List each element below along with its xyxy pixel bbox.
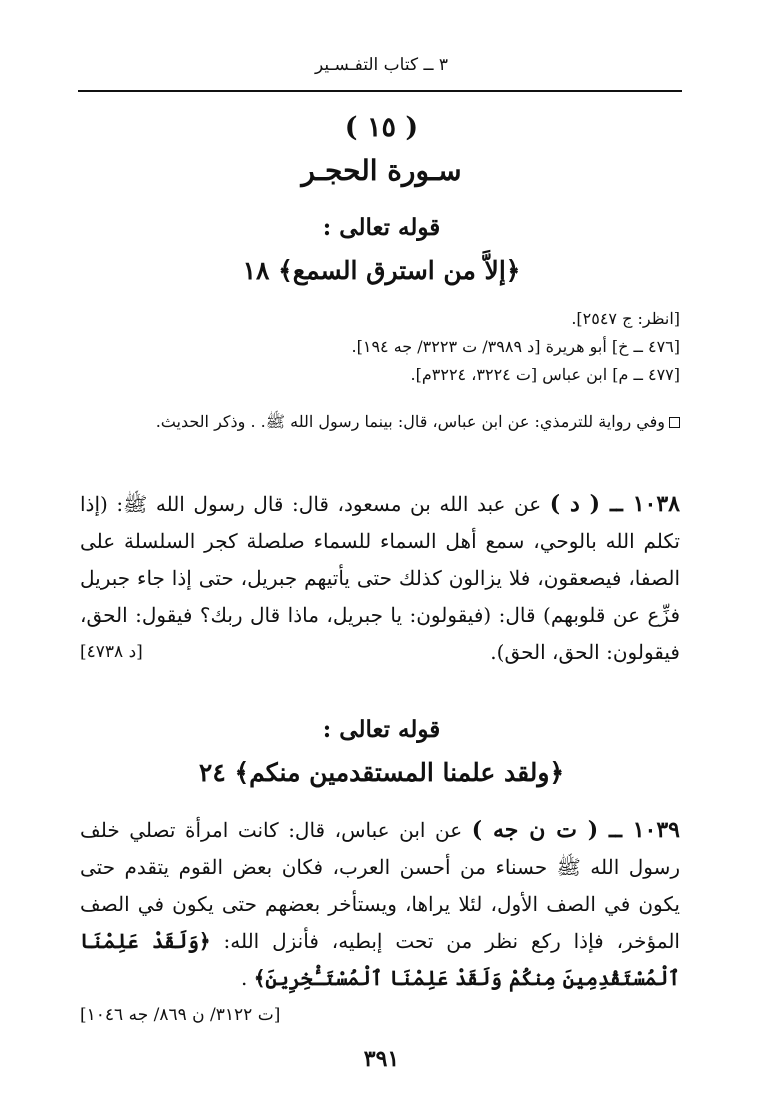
hadith-number: ١٠٣٨ ــ ( د ) bbox=[549, 491, 680, 517]
page-number: ٣٩١ bbox=[363, 1046, 400, 1072]
tirmidhi-note bbox=[80, 408, 680, 436]
hadith-source: [ت ٣١٢٢/ ن ٨٦٩/ جه ١٠٤٦] bbox=[80, 1005, 281, 1025]
header-rule bbox=[78, 90, 682, 92]
section-heading: قوله تعالى : bbox=[322, 716, 441, 743]
quran-quote: ﴿وَلَقَدْ عَلِمْنَا ٱلْمُسْتَقْدِمِينَ مِنكُمْ وَلَقَدْ عَلِمْنَا ٱلْمُسْتَـْٔخِرِينَ﴾ bbox=[80, 929, 680, 990]
note-text: وفي رواية للترمذي: عن ابن عباس، قال: بينما رسول الله ﷺ. . وذكر الحديث. bbox=[155, 412, 665, 431]
reference-line: [٤٧٦ ــ خ] أبو هريرة [د ٣٩٨٩/ ت ٣٢٢٣/ جه ١٩٤]. bbox=[351, 337, 680, 356]
hadith-text: عن ابن عباس، قال: كانت امرأة تصلي خلف رسول الله ﷺ حسناء من أحسن العرب، فكان بعض القوم يتقدم حتى يكون في الصف الأول، لئلا يراها، ويستأخر بعضهم حتى يكون في الصف المؤخر، فإذا ركع نظر من تحت إبطيه، فأنزل الله: bbox=[80, 818, 680, 953]
reference-line: [٤٧٧ ــ م] ابن عباس [ت ٣٢٢٤، ٣٢٢٤م]. bbox=[410, 365, 680, 384]
hadith-number: ١٠٣٩ ــ ( ت ن جه ) bbox=[471, 817, 680, 843]
square-bullet-icon bbox=[669, 417, 680, 428]
running-head: ٣ ــ كتاب التفـسـير bbox=[315, 55, 448, 75]
hadith-end: . bbox=[240, 966, 254, 990]
hadith-source: [د ٤٧٣٨] bbox=[80, 642, 143, 662]
hadith-1038 bbox=[80, 486, 680, 671]
reference-line: [انظر: ج ٢٥٤٧]. bbox=[571, 309, 680, 328]
reference-list bbox=[80, 305, 680, 389]
sura-title: سـورة الحجـر bbox=[301, 154, 462, 187]
ayah-heading: ﴿إلاَّ من استرق السمع﴾ ١٨ bbox=[242, 256, 521, 285]
section-heading: قوله تعالى : bbox=[322, 214, 441, 241]
hadith-1039 bbox=[80, 812, 680, 1034]
ayah-heading: ﴿ولقد علمنا المستقدمين منكم﴾ ٢٤ bbox=[198, 758, 565, 787]
hadith-text: عن عبد الله بن مسعود، قال: قال رسول الله ﷺ: (إذا تكلم الله بالوحي، سمع أهل السماء للسماء صلصلة كجر السلسلة على الصفا، فيصعقون، فلا يزالون كذلك حتى يأتيهم جبريل، حتى إذا جاء جبريل فزِّع عن قلوبهم) قال: (فيقولون: يا جبريل، ماذا قال ربك؟ فيقول: الحق، فيقولون: الحق، الحق). bbox=[80, 492, 680, 664]
sura-number: ( ١٥ ) bbox=[344, 112, 419, 143]
